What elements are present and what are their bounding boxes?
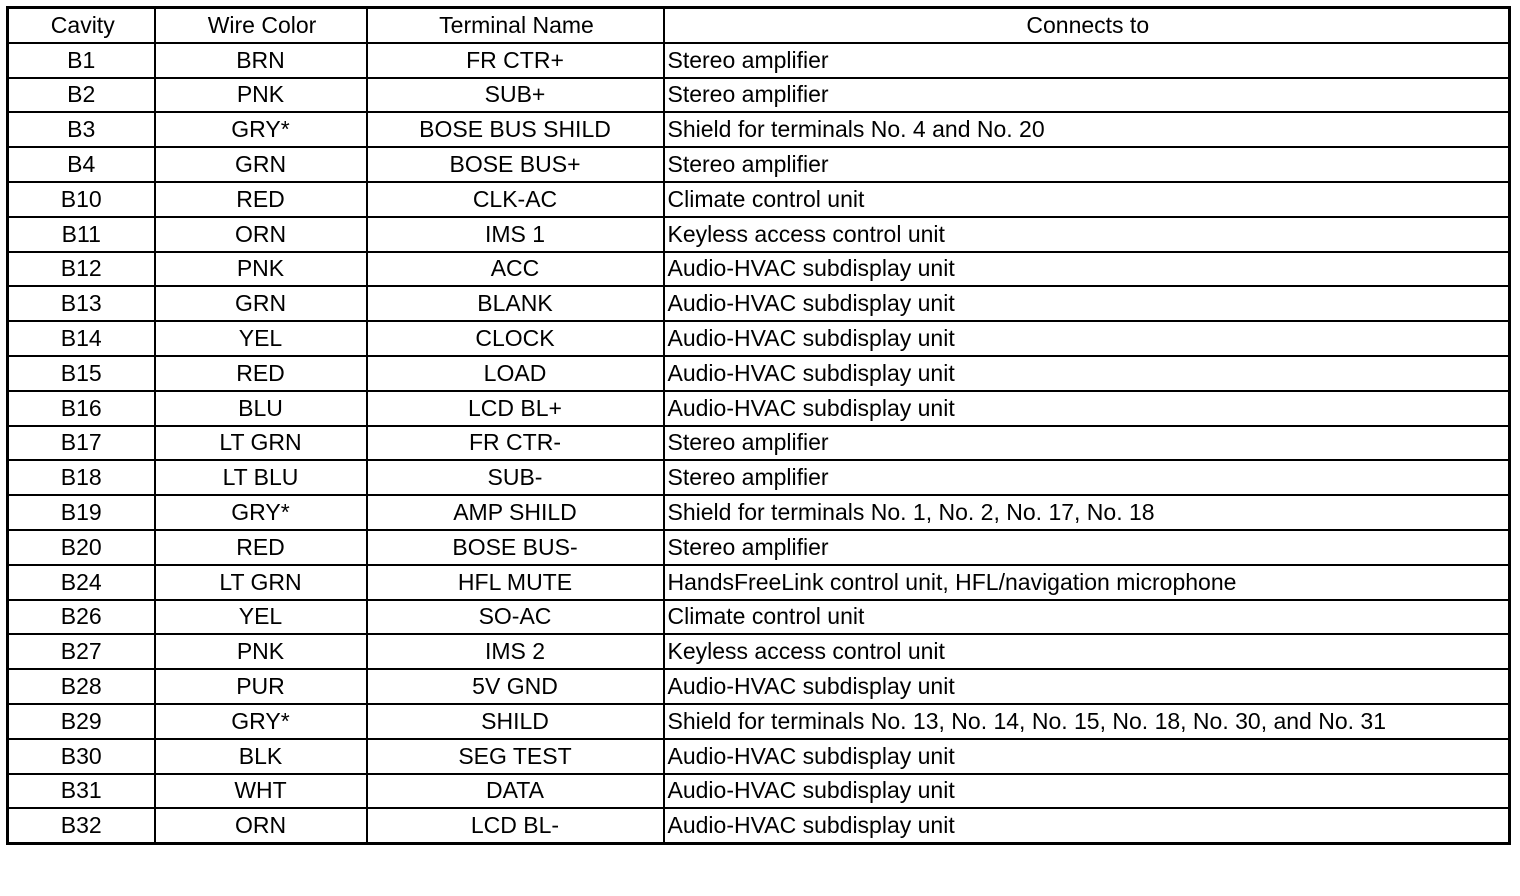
- table-row: [8, 217, 1510, 252]
- cell-connects-to: Climate control unit: [664, 600, 1510, 635]
- table-row: [8, 356, 1510, 391]
- cell-cavity: B13: [8, 286, 155, 321]
- table-row: [8, 252, 1510, 287]
- cell-terminal-name: ACC: [367, 252, 664, 287]
- cell-wire-color: GRN: [155, 147, 367, 182]
- cell-cavity: B24: [8, 565, 155, 600]
- header-terminal-name: Terminal Name: [367, 8, 664, 43]
- cell-connects-to: Stereo amplifier: [664, 43, 1510, 78]
- cell-cavity: B32: [8, 808, 155, 843]
- cell-cavity: B2: [8, 78, 155, 113]
- cell-cavity: B14: [8, 321, 155, 356]
- cell-cavity: B30: [8, 739, 155, 774]
- cell-wire-color: ORN: [155, 808, 367, 843]
- cell-cavity: B27: [8, 634, 155, 669]
- cell-wire-color: PUR: [155, 669, 367, 704]
- cell-cavity: B31: [8, 774, 155, 809]
- connector-pinout-table: [6, 6, 1511, 845]
- cell-wire-color: BLU: [155, 391, 367, 426]
- cell-wire-color: RED: [155, 356, 367, 391]
- cell-terminal-name: DATA: [367, 774, 664, 809]
- cell-terminal-name: HFL MUTE: [367, 565, 664, 600]
- cell-wire-color: YEL: [155, 321, 367, 356]
- cell-connects-to: Keyless access control unit: [664, 217, 1510, 252]
- cell-connects-to: Stereo amplifier: [664, 426, 1510, 461]
- cell-connects-to: Audio-HVAC subdisplay unit: [664, 252, 1510, 287]
- cell-connects-to: Audio-HVAC subdisplay unit: [664, 286, 1510, 321]
- table-row: [8, 634, 1510, 669]
- cell-wire-color: LT BLU: [155, 460, 367, 495]
- cell-cavity: B20: [8, 530, 155, 565]
- cell-wire-color: LT GRN: [155, 565, 367, 600]
- cell-connects-to: Audio-HVAC subdisplay unit: [664, 669, 1510, 704]
- table-row: [8, 669, 1510, 704]
- cell-terminal-name: SUB+: [367, 78, 664, 113]
- cell-connects-to: Stereo amplifier: [664, 147, 1510, 182]
- cell-terminal-name: CLK-AC: [367, 182, 664, 217]
- cell-connects-to: Audio-HVAC subdisplay unit: [664, 774, 1510, 809]
- cell-terminal-name: CLOCK: [367, 321, 664, 356]
- cell-cavity: B4: [8, 147, 155, 182]
- cell-wire-color: BRN: [155, 43, 367, 78]
- table-row: [8, 78, 1510, 113]
- cell-terminal-name: LOAD: [367, 356, 664, 391]
- table-row: [8, 565, 1510, 600]
- cell-connects-to: Shield for terminals No. 4 and No. 20: [664, 112, 1510, 147]
- cell-terminal-name: SEG TEST: [367, 739, 664, 774]
- table-row: [8, 182, 1510, 217]
- cell-terminal-name: FR CTR-: [367, 426, 664, 461]
- cell-connects-to: HandsFreeLink control unit, HFL/navigation microphone: [664, 565, 1510, 600]
- cell-connects-to: Audio-HVAC subdisplay unit: [664, 356, 1510, 391]
- header-wire-color: Wire Color: [155, 8, 367, 43]
- table-row: [8, 739, 1510, 774]
- cell-terminal-name: SO-AC: [367, 600, 664, 635]
- cell-wire-color: ORN: [155, 217, 367, 252]
- cell-wire-color: LT GRN: [155, 426, 367, 461]
- cell-terminal-name: LCD BL-: [367, 808, 664, 843]
- table-row: [8, 391, 1510, 426]
- cell-wire-color: GRY*: [155, 495, 367, 530]
- cell-terminal-name: IMS 2: [367, 634, 664, 669]
- cell-wire-color: YEL: [155, 600, 367, 635]
- table-row: [8, 704, 1510, 739]
- cell-terminal-name: FR CTR+: [367, 43, 664, 78]
- cell-cavity: B10: [8, 182, 155, 217]
- cell-wire-color: PNK: [155, 252, 367, 287]
- cell-cavity: B28: [8, 669, 155, 704]
- table-row: [8, 426, 1510, 461]
- cell-cavity: B1: [8, 43, 155, 78]
- cell-connects-to: Stereo amplifier: [664, 530, 1510, 565]
- cell-terminal-name: LCD BL+: [367, 391, 664, 426]
- cell-cavity: B19: [8, 495, 155, 530]
- cell-wire-color: BLK: [155, 739, 367, 774]
- cell-terminal-name: BOSE BUS+: [367, 147, 664, 182]
- cell-cavity: B18: [8, 460, 155, 495]
- header-cavity: Cavity: [8, 8, 155, 43]
- cell-cavity: B17: [8, 426, 155, 461]
- cell-wire-color: GRY*: [155, 112, 367, 147]
- header-row: [8, 8, 1510, 43]
- cell-terminal-name: 5V GND: [367, 669, 664, 704]
- table-row: [8, 808, 1510, 843]
- cell-cavity: B15: [8, 356, 155, 391]
- table-row: [8, 460, 1510, 495]
- cell-connects-to: Stereo amplifier: [664, 78, 1510, 113]
- cell-wire-color: GRN: [155, 286, 367, 321]
- cell-wire-color: GRY*: [155, 704, 367, 739]
- cell-terminal-name: SUB-: [367, 460, 664, 495]
- table-row: [8, 495, 1510, 530]
- cell-wire-color: RED: [155, 530, 367, 565]
- cell-cavity: B11: [8, 217, 155, 252]
- table-row: [8, 321, 1510, 356]
- cell-terminal-name: BOSE BUS SHILD: [367, 112, 664, 147]
- cell-wire-color: RED: [155, 182, 367, 217]
- cell-cavity: B16: [8, 391, 155, 426]
- table-row: [8, 600, 1510, 635]
- cell-terminal-name: BOSE BUS-: [367, 530, 664, 565]
- cell-connects-to: Shield for terminals No. 1, No. 2, No. 17, No. 18: [664, 495, 1510, 530]
- table-row: [8, 774, 1510, 809]
- header-connects-to: Connects to: [664, 8, 1510, 43]
- table-body: [8, 43, 1510, 844]
- cell-terminal-name: SHILD: [367, 704, 664, 739]
- cell-terminal-name: IMS 1: [367, 217, 664, 252]
- cell-connects-to: Stereo amplifier: [664, 460, 1510, 495]
- cell-connects-to: Keyless access control unit: [664, 634, 1510, 669]
- cell-cavity: B29: [8, 704, 155, 739]
- cell-connects-to: Audio-HVAC subdisplay unit: [664, 808, 1510, 843]
- cell-wire-color: PNK: [155, 78, 367, 113]
- cell-connects-to: Climate control unit: [664, 182, 1510, 217]
- cell-cavity: B12: [8, 252, 155, 287]
- table-row: [8, 286, 1510, 321]
- cell-terminal-name: BLANK: [367, 286, 664, 321]
- cell-cavity: B26: [8, 600, 155, 635]
- cell-terminal-name: AMP SHILD: [367, 495, 664, 530]
- cell-connects-to: Shield for terminals No. 13, No. 14, No. 15, No. 18, No. 30, and No. 31: [664, 704, 1510, 739]
- cell-cavity: B3: [8, 112, 155, 147]
- cell-connects-to: Audio-HVAC subdisplay unit: [664, 321, 1510, 356]
- cell-connects-to: Audio-HVAC subdisplay unit: [664, 739, 1510, 774]
- table-row: [8, 147, 1510, 182]
- cell-wire-color: WHT: [155, 774, 367, 809]
- connector-table-container: [6, 6, 1508, 845]
- cell-connects-to: Audio-HVAC subdisplay unit: [664, 391, 1510, 426]
- table-row: [8, 530, 1510, 565]
- table-row: [8, 112, 1510, 147]
- cell-wire-color: PNK: [155, 634, 367, 669]
- table-header: [8, 8, 1510, 43]
- table-row: [8, 43, 1510, 78]
